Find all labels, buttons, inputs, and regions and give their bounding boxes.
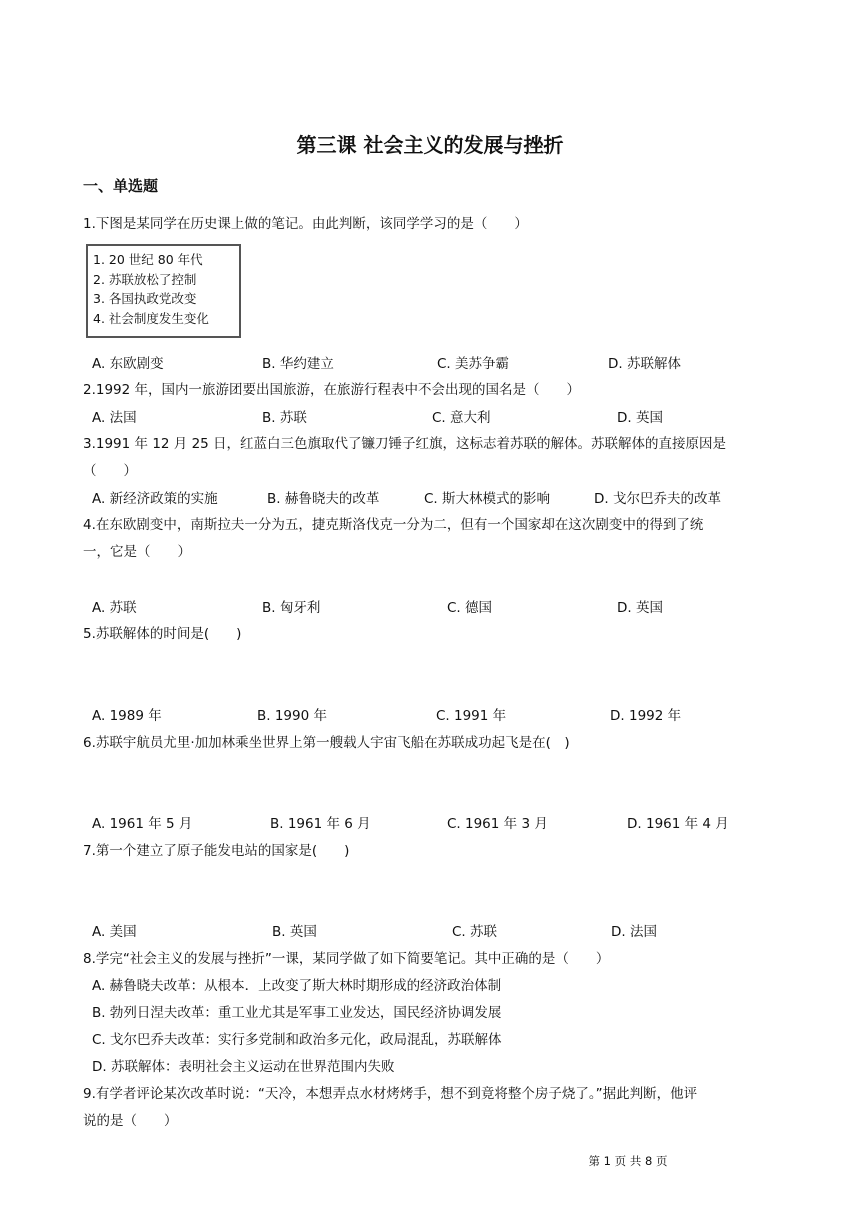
q8-option-a[interactable]: A. 赫鲁晓夫改革：从根本．上改变了斯大林时期形成的经济政治体制 <box>92 978 502 994</box>
page-footer: 第 1 页 共 8 页 <box>588 1154 668 1168</box>
question-6-stem: 6.苏联宇航员尤里·加加林乘坐世界上第一艘载人宇宙飞船在苏联成功起飞是在( ) <box>83 735 570 751</box>
q1-option-b[interactable]: B. 华约建立 <box>262 356 334 372</box>
question-3-stem-line2: （ ） <box>83 463 137 479</box>
q3-option-c[interactable]: C. 斯大林模式的影响 <box>424 491 551 507</box>
question-5-stem: 5.苏联解体的时间是( ) <box>83 626 242 642</box>
q6-option-d[interactable]: D. 1961 年 4 月 <box>627 816 729 832</box>
q7-option-c[interactable]: C. 苏联 <box>452 924 498 940</box>
q1-option-a[interactable]: A. 东欧剧变 <box>92 356 164 372</box>
q3-option-a[interactable]: A. 新经济政策的实施 <box>92 491 218 507</box>
question-9-stem-line1: 9.有学者评论某次改革时说：“天冷，本想弄点水材烤烤手，想不到竟将整个房子烧了。”据此判断，他评 <box>83 1086 698 1102</box>
q2-option-a[interactable]: A. 法国 <box>92 410 137 426</box>
q5-option-a[interactable]: A. 1989 年 <box>92 708 162 724</box>
question-3-stem-line1: 3.1991 年 12 月 25 日，红蓝白三色旗取代了镰刀锤子红旗，这标志着苏联的解体。苏联解体的直接原因是 <box>83 436 727 452</box>
q2-option-c[interactable]: C. 意大利 <box>432 410 491 426</box>
handwritten-note-image <box>86 244 241 338</box>
question-8-stem: 8.学完“社会主义的发展与挫折”一课，某同学做了如下简要笔记。其中正确的是（ ） <box>83 951 610 967</box>
q7-option-d[interactable]: D. 法国 <box>611 924 657 940</box>
q5-option-b[interactable]: B. 1990 年 <box>257 708 327 724</box>
q8-option-c[interactable]: C. 戈尔巴乔夫改革：实行多党制和政治多元化，政局混乱，苏联解体 <box>92 1032 502 1048</box>
q3-option-b[interactable]: B. 赫鲁晓夫的改革 <box>267 491 380 507</box>
question-4-stem-line2: 一，它是（ ） <box>83 544 191 560</box>
note-line: 4. 社会制度发生变化 <box>93 310 209 326</box>
question-1-stem: 1.下图是某同学在历史课上做的笔记。由此判断，该同学学习的是（ ） <box>83 216 528 232</box>
q4-option-a[interactable]: A. 苏联 <box>92 600 137 616</box>
question-4-stem-line1: 4.在东欧剧变中，南斯拉夫一分为五，捷克斯洛伐克一分为二，但有一个国家却在这次剧变中的得到了统 <box>83 517 704 533</box>
q2-option-d[interactable]: D. 英国 <box>617 410 663 426</box>
q5-option-c[interactable]: C. 1991 年 <box>436 708 507 724</box>
q6-option-b[interactable]: B. 1961 年 6 月 <box>270 816 371 832</box>
q7-option-a[interactable]: A. 美国 <box>92 924 137 940</box>
q5-option-d[interactable]: D. 1992 年 <box>610 708 682 724</box>
note-line: 3. 各国执政党改变 <box>93 291 197 306</box>
page-title: 第三课 社会主义的发展与挫折 <box>296 133 564 157</box>
q2-option-b[interactable]: B. 苏联 <box>262 410 307 426</box>
q4-option-c[interactable]: C. 德国 <box>447 600 493 616</box>
q1-option-c[interactable]: C. 美苏争霸 <box>437 356 510 372</box>
q6-option-c[interactable]: C. 1961 年 3 月 <box>447 816 548 832</box>
q4-option-b[interactable]: B. 匈牙利 <box>262 600 321 616</box>
question-7-stem: 7.第一个建立了原子能发电站的国家是( ) <box>83 843 350 859</box>
q8-option-b[interactable]: B. 勃列日涅夫改革：重工业尤其是军事工业发达，国民经济协调发展 <box>92 1005 502 1021</box>
section-heading: 一、单选题 <box>83 177 159 195</box>
q4-option-d[interactable]: D. 英国 <box>617 600 663 616</box>
q1-option-d[interactable]: D. 苏联解体 <box>608 356 681 372</box>
q6-option-a[interactable]: A. 1961 年 5 月 <box>92 816 193 832</box>
note-line: 2. 苏联放松了控制 <box>93 271 197 287</box>
q8-option-d[interactable]: D. 苏联解体：表明社会主义运动在世界范围内失败 <box>92 1059 395 1075</box>
question-9-stem-line2: 说的是（ ） <box>83 1113 178 1129</box>
q3-option-d[interactable]: D. 戈尔巴乔夫的改革 <box>594 491 721 507</box>
note-line: 1. 20 世纪 80 年代 <box>93 252 203 267</box>
q7-option-b[interactable]: B. 英国 <box>272 924 317 940</box>
question-2-stem: 2.1992 年，国内一旅游团要出国旅游，在旅游行程表中不会出现的国名是（ ） <box>83 382 581 398</box>
